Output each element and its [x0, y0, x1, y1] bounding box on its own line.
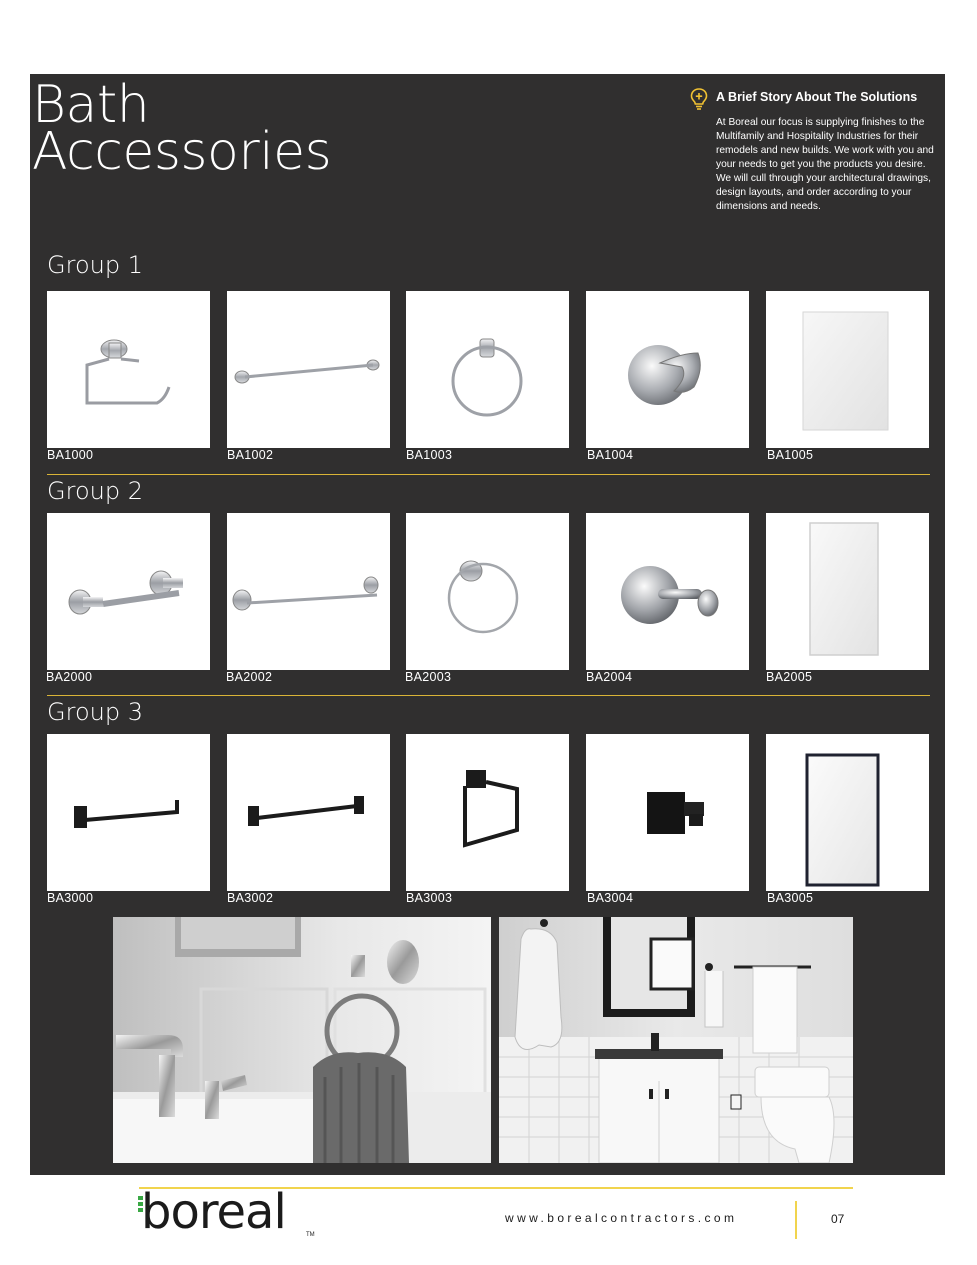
product-image-towel-bar	[227, 513, 390, 670]
product-image-mirror	[766, 734, 929, 891]
group-1-heading: Group 1	[47, 251, 143, 279]
product-code: BA3003	[406, 891, 453, 905]
product-image-towel-ring	[406, 513, 569, 670]
product-code: BA1000	[47, 448, 94, 462]
product-code: BA3005	[767, 891, 814, 905]
product-image-toilet-paper-holder	[47, 734, 210, 891]
product-code: BA3002	[227, 891, 274, 905]
footer-vertical-divider	[795, 1201, 797, 1239]
group-2-heading: Group 2	[47, 477, 143, 505]
boreal-logo: boreal	[141, 1184, 286, 1240]
product-code: BA2002	[226, 670, 273, 684]
page-title	[32, 75, 332, 182]
group-divider	[47, 695, 930, 696]
product-code: BA2003	[405, 670, 452, 684]
product-image-toilet-paper-holder	[47, 513, 210, 670]
trademark-symbol: TM	[306, 1232, 315, 1238]
product-image-robe-hook	[586, 291, 749, 448]
product-image-towel-bar	[227, 734, 390, 891]
product-image-towel-bar	[227, 291, 390, 448]
story-paragraph: At Boreal our focus is supplying finishes to the Multifamily and Hospitality Industries for their remodels and new builds. We work with you and your needs to get you the products you desire. We will cull through your architectural drawings, design layouts, and order according to your dimensions and needs.	[716, 117, 934, 212]
product-code: BA2000	[46, 670, 93, 684]
group-3-heading: Group 3	[47, 698, 143, 726]
product-image-towel-ring	[406, 291, 569, 448]
product-image-robe-hook	[586, 734, 749, 891]
product-code: BA3000	[47, 891, 94, 905]
story-heading: A Brief Story About The Solutions	[716, 90, 918, 104]
website-url[interactable]: www.borealcontractors.com	[505, 1211, 738, 1225]
page-number: 07	[831, 1212, 845, 1226]
product-code: BA1003	[406, 448, 453, 462]
product-image-mirror	[766, 291, 929, 448]
lifestyle-photo-towel-ring	[113, 917, 491, 1163]
product-code: BA1005	[767, 448, 814, 462]
product-code: BA1004	[587, 448, 634, 462]
product-image-mirror	[766, 513, 929, 670]
lightbulb-plus-icon	[689, 87, 709, 111]
product-code: BA2004	[586, 670, 633, 684]
product-image-robe-hook	[586, 513, 749, 670]
title-line-1: Bath	[32, 75, 150, 135]
product-code: BA2005	[766, 670, 813, 684]
title-line-2: Accessories	[32, 122, 332, 182]
product-code: BA3004	[587, 891, 634, 905]
product-image-toilet-paper-holder	[47, 291, 210, 448]
lifestyle-photo-bathroom	[499, 917, 853, 1163]
product-image-towel-ring	[406, 734, 569, 891]
product-code: BA1002	[227, 448, 274, 462]
group-divider	[47, 474, 930, 475]
